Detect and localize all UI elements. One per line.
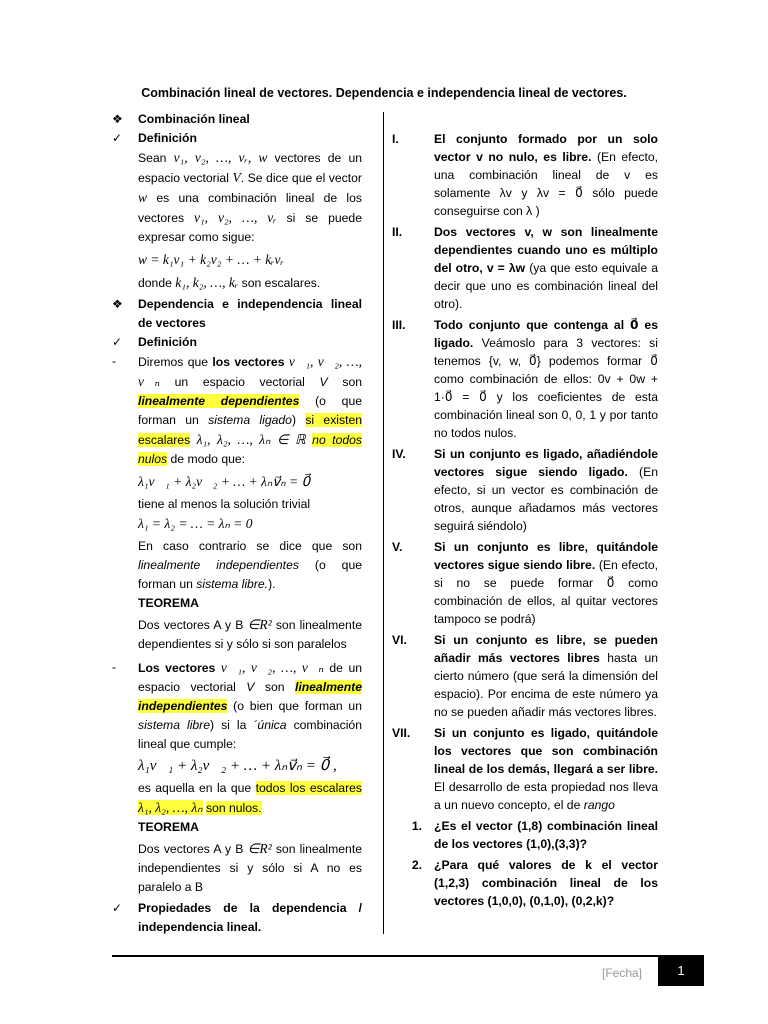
page-title: Combinación lineal de vectores. Dependencia e independencia lineal de vectores. (141, 86, 627, 100)
property-statement: Si un conjunto es libre, se pueden añadir más vectores libres (434, 633, 658, 665)
diamond-bullet-icon: ❖ (112, 112, 123, 126)
independent-equation: λ₁v⃗₁ + λ₂v⃗₂ + … + λₙv⃗ₙ = 0⃗ , (138, 758, 337, 774)
teorema-heading: TEOREMA (138, 596, 199, 610)
dependent-definition: - Diremos que los vectores v⃗₁, v⃗₂, …, v⃗ₙ un espacio vectorial V son linealmente dependientes (o que forman un sistema ligado) si existen escalares λ₁, λ₂, …, λₙ ∈ ℝ no todos nulos de modo que: (112, 354, 363, 466)
property-explanation: hasta un cierto número (que será la dimensión del espacio). Por encima de este número ya no se pueden añadir más vectores libres. (434, 651, 659, 719)
property-explanation: (En efecto, una combinación lineal de v es solamente λv y λv = 0⃗ sólo puede conseguirse con λ ) (434, 150, 658, 218)
heading-definicion-2: Definición (138, 335, 197, 349)
footer-rule (112, 955, 704, 957)
property-statement: Dos vectores v, w son linealmente dependientes cuando uno es múltiplo del otro, v = λw (434, 225, 658, 275)
property-number: IV. (392, 447, 406, 461)
property-italic: rango (583, 798, 615, 812)
dependent-equation: λ₁v⃗₁ + λ₂v⃗₂ + … + λₙv⃗ₙ = 0⃗ (138, 474, 311, 489)
property-number: I. (392, 132, 399, 146)
independent-definition: - Los vectores v⃗₁, v⃗₂, …, v⃗ₙ de un espacio vectorial V son linealmente independientes (o bien que forman un sistema libre) si la ´única combinación lineal que cumple: (112, 660, 363, 751)
property-item (392, 130, 658, 220)
property-number: III. (392, 318, 406, 332)
left-column (112, 110, 362, 937)
diamond-bullet-icon: ❖ (112, 297, 123, 311)
property-number: VI. (392, 633, 407, 647)
question-item (392, 856, 658, 910)
teorema-1-text: Dos vectores A y B ∈R² son linealmente dependientes si y sólo si son paralelos (138, 617, 362, 651)
property-number: V. (392, 540, 403, 554)
heading-combinacion: Combinación lineal (138, 112, 250, 126)
properties-list (392, 130, 658, 814)
definition-equation: w = k₁v₁ + k₂v₂ + … + kᵣvᵣ (138, 252, 284, 267)
property-statement: Si un conjunto es libre, quitándole vectores sigue siendo libre. (434, 540, 658, 572)
question-text: ¿Es el vector (1,8) combinación lineal de los vectores (1,0),(3,3)? (434, 819, 658, 851)
property-item (392, 316, 658, 442)
property-explanation: Veámoslo para 3 vectores: si tenemos {v, w, 0⃗} podemos formar 0⃗ como combinación de ellos: 0v + 0w + 1·0⃗ = 0⃗ y los coeficientes de esta combinación lineal son 0, 0, 1 y por tanto no todos nulos. (434, 336, 658, 440)
footer-date: [Fecha] (602, 966, 643, 980)
question-item (392, 817, 658, 853)
property-explanation: (ya que esto equivale a decir que uno es combinación lineal del otro). (434, 261, 658, 311)
column-divider (383, 112, 384, 934)
property-explanation: (En efecto, si no se puede formar 0⃗ como combinación de ellos, al quitar vectores tampoco se podrá) (434, 558, 658, 626)
heading-dependencia: Dependencia e independencia lineal de vectores (138, 297, 362, 330)
question-number: 2. (411, 858, 422, 872)
heading-definicion: Definición (138, 131, 197, 145)
definition-paragraph: Sean v₁, v₂, …, vᵣ, w vectores de un espacio vectorial V. Se dice que el vector w es una combinación lineal de los vectores v₁, v₂, …, vᵣ si se puede expresar como sigue: (138, 150, 362, 244)
trivial-solution-text: tiene al menos la solución trivial (138, 497, 311, 511)
definition-donde: donde k₁, k₂, …, kᵣ son escalares. (138, 275, 321, 290)
right-column (392, 130, 658, 913)
trivial-solution-equation: λ₁ = λ₂ = … = λₙ = 0 (138, 516, 253, 531)
property-item (392, 223, 658, 313)
property-statement: El conjunto formado por un solo vector v no nulo, es libre. (434, 132, 658, 164)
check-mark-icon: ✓ (112, 901, 123, 915)
question-number: 1. (411, 819, 422, 833)
property-statement: Todo conjunto que contenga al 0⃗ es ligado. (434, 318, 658, 350)
teorema-heading-2: TEOREMA (138, 820, 199, 834)
page-number: 1 (658, 956, 704, 986)
questions-list (392, 817, 658, 910)
property-number: II. (392, 225, 403, 239)
teorema-2-text: Dos vectores A y B ∈R² son linealmente independientes si y sólo si A no es paralelo a B (138, 841, 362, 894)
property-statement: Si un conjunto es ligado, quitándole los vectores que son combinación lineal de los demás, llegará a ser libre. (434, 726, 658, 776)
property-item (392, 631, 658, 721)
property-explanation: El desarrollo de esta propiedad nos lleva a un nuevo concepto, el de (434, 780, 658, 812)
question-text: ¿Para qué valores de k el vector (1,2,3) combinación lineal de los vectores (1,0,0), (0,1,0), (0,2,k)? (434, 858, 658, 908)
property-item (392, 538, 658, 628)
property-statement: Si un conjunto es ligado, añadiéndole vectores sigue siendo ligado. (434, 447, 658, 479)
property-item (392, 445, 658, 535)
heading-propiedades: Propiedades de la dependencia / independencia lineal. (138, 901, 362, 934)
independent-note: En caso contrario se dice que son linealmente independientes (o que forman un sistema libre.). (138, 539, 362, 591)
property-explanation: (En efecto, si un vector es combinación de otros, aunque añadamos más vectores seguirá siéndolo) (434, 465, 658, 533)
check-mark-icon: ✓ (112, 131, 123, 145)
property-number: VII. (392, 726, 411, 740)
check-mark-icon: ✓ (112, 335, 123, 349)
property-item (392, 724, 658, 814)
independent-condition: es aquella en la que todos los escalares λ₁, λ₂, …, λₙ son nulos. (138, 781, 362, 815)
